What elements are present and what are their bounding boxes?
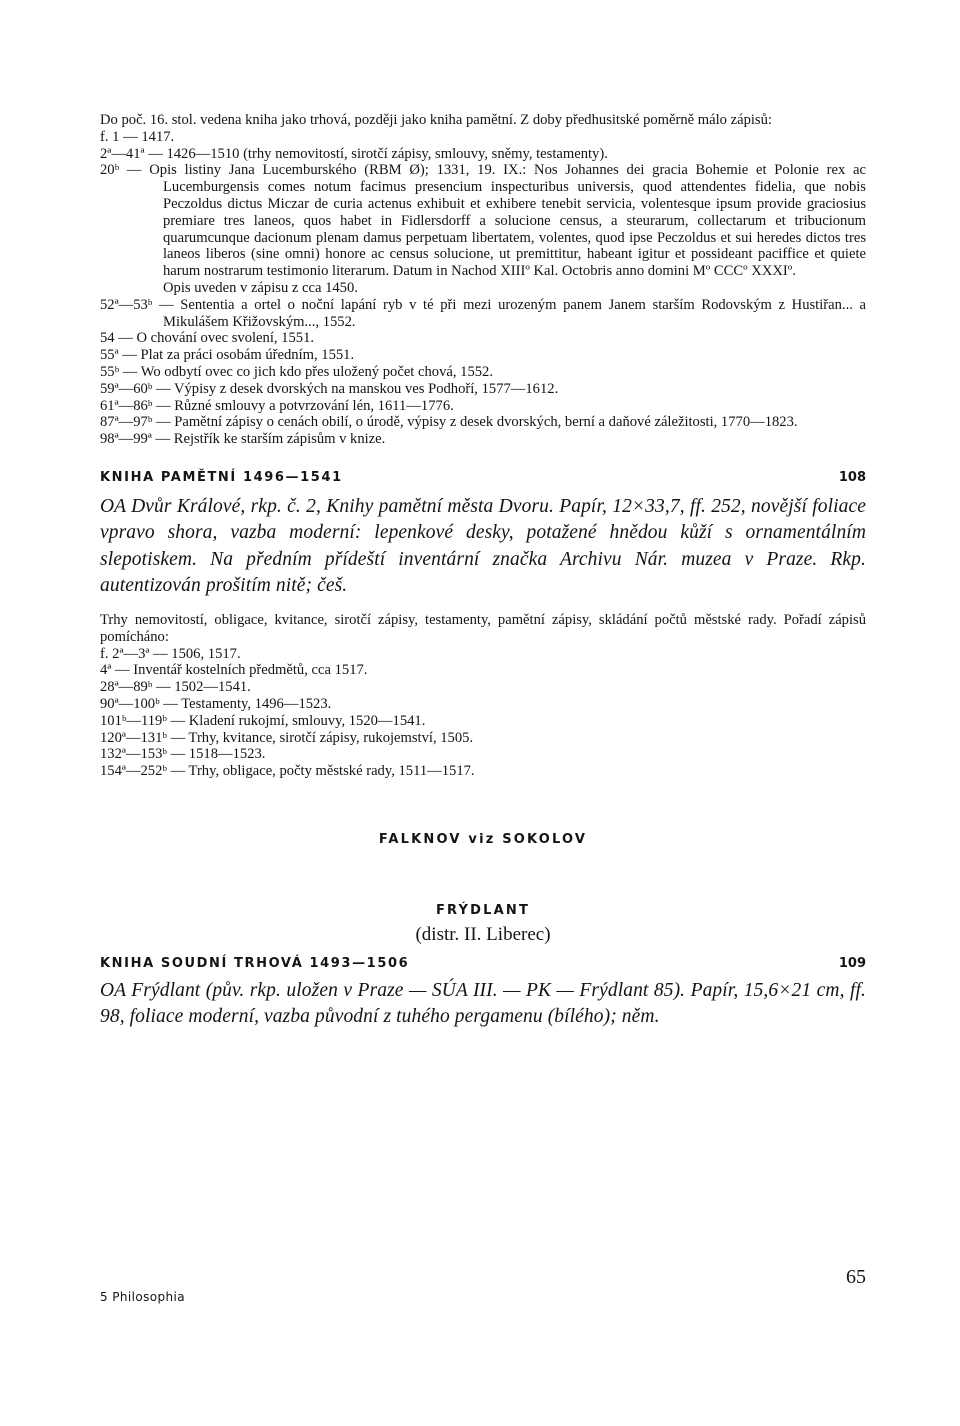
contents-line: 90ª—100ᵇ — Testamenty, 1496—1523. bbox=[100, 695, 332, 712]
intro-paragraph: Do poč. 16. stol. vedena kniha jako trhová, později jako kniha pamětní. Z doby předhusitské poměrně málo zápisů: bbox=[100, 112, 772, 128]
contents-line: 101ᵇ—119ᵇ — Kladení rukojmí, smlouvy, 1520—1541. bbox=[100, 712, 426, 729]
entry-line: 87ª—97ᵇ — Pamětní zápisy o cenách obilí, o úrodě, výpisy z desek dvorských, berní a daňové záležitosti, 1770—1823. bbox=[100, 414, 798, 431]
contents-list bbox=[100, 646, 866, 780]
entry-line: 54 — O chování ovec svolení, 1551. bbox=[100, 330, 315, 347]
manuscript-description: OA Frýdlant (pův. rkp. uložen v Praze — SÚA III. — PK — Frýdlant 85). Papír, 15,6×21 cm, ff. 98, foliace moderní, vazba původní z tuhého pergamenu (bílého); něm. bbox=[100, 979, 866, 1028]
contents-line: 154ª—252ᵇ — Trhy, obligace, počty městské rady, 1511—1517. bbox=[100, 763, 475, 780]
contents-paragraph: Trhy nemovitostí, obligace, kvitance, sirotčí zápisy, testamenty, pamětní zápisy, skládání počtů městské rady. Pořadí zápisů pomícháno: bbox=[100, 611, 866, 645]
contents-line: f. 2ª—3ª — 1506, 1517. bbox=[100, 645, 241, 662]
contents-line: 4ª — Inventář kostelních předmětů, cca 1517. bbox=[100, 662, 368, 679]
entry-list bbox=[100, 297, 866, 448]
entry-line: 61ª—86ᵇ — Různé smlouvy a potvrzování lén, 1611—1776. bbox=[100, 397, 454, 414]
entry-line: 98ª—99ª — Rejstřík ke starším zápisům v knize. bbox=[100, 431, 386, 448]
contents-line: 120ª—131ᵇ — Trhy, kvitance, sirotčí zápisy, rukojemství, 1505. bbox=[100, 729, 474, 746]
section-heading-108: KNIHA PAMĚTNÍ 1496—1541 108 bbox=[100, 469, 866, 485]
district-subtitle: (distr. II. Liberec) bbox=[415, 923, 551, 945]
entry-line: 55ᵇ — Wo odbytí ovec co jich kdo přes uložený počet chová, 1552. bbox=[100, 363, 493, 380]
section-heading-109: KNIHA SOUDNÍ TRHOVÁ 1493—1506 109 bbox=[100, 955, 866, 971]
signature-mark: 5 Philosophia bbox=[100, 1290, 186, 1304]
cross-reference-heading: FALKNOV viz SOKOLOV bbox=[378, 831, 588, 847]
page-number: 65 bbox=[846, 1266, 866, 1288]
entry-line: 2ª—41ª — 1426—1510 (trhy nemovitostí, sirotčí zápisy, smlouvy, sněmy, testamenty). bbox=[100, 145, 608, 162]
page-footer bbox=[100, 1266, 866, 1318]
contents-line: 28ª—89ᵇ — 1502—1541. bbox=[100, 679, 251, 696]
contents-line: 132ª—153ᵇ — 1518—1523. bbox=[100, 746, 266, 763]
folio-line: f. 1 — 1417. bbox=[100, 128, 175, 145]
entry-charter: 20ᵇ — Opis listiny Jana Lucemburského (RBM Ø); 1331, 19. IX.: Nos Johannes dei gracia Bohemie et Polonie rex ac Lucemburgensis comes notum facimus presencium inspecturibus universis, quod attendentes fidelia, que nobis Peczoldus dictus Miczar de curia actenus exhibuit et exhibere tenebit servicia, volentesque ipsum provide graciosius premiare tres laneos, quos habet in Fidlersdorff a solucione census, a steurarum, collectarum et tribucionum quarumcunque dacionum plenam damus perpetuam libertatem, volentes, quod ipse Peczoldus et sui heredes dictos tres laneos liberos (sine omni) honore ac census solucione, ut premittitur, habeant igitur et possideant paciffice et quiete harum nostrarum testimonio literarum. Datum in Nachod XIIIº Kal. Octobris anno domini Mº CCCº XXXIº. bbox=[100, 162, 866, 280]
manuscript-description: OA Dvůr Králové, rkp. č. 2, Knihy pamětní města Dvoru. Papír, 12×33,7, ff. 252, novější foliace vpravo shora, vazba moderní: lepenkové desky, potažené hnědou kůží s ornamentálním slepotiskem. Na předním přídeští inventární značka Archivu Nár. muzea v Praze. Rkp. autentizován prošitím nitě; češ. bbox=[100, 495, 866, 597]
entry-line: 59ª—60ᵇ — Výpisy z desek dvorských na manskou ves Podhoří, 1577—1612. bbox=[100, 380, 559, 397]
place-heading: FRÝDLANT bbox=[435, 902, 531, 918]
entry-line: 55ª — Plat za práci osobám úředním, 1551. bbox=[100, 347, 355, 364]
section-number: 108 bbox=[838, 469, 866, 485]
entry-note: Opis uveden v zápisu z cca 1450. bbox=[163, 279, 358, 296]
page-body bbox=[100, 112, 866, 1031]
entry-line: 52ª—53ᵇ — Sententia a ortel o noční lapání ryb v té při mezi urozeným panem Janem starším Rodovským z Hustiřan... a Mikulášem Křižovským..., 1552. bbox=[100, 296, 866, 330]
section-number: 109 bbox=[838, 955, 866, 971]
